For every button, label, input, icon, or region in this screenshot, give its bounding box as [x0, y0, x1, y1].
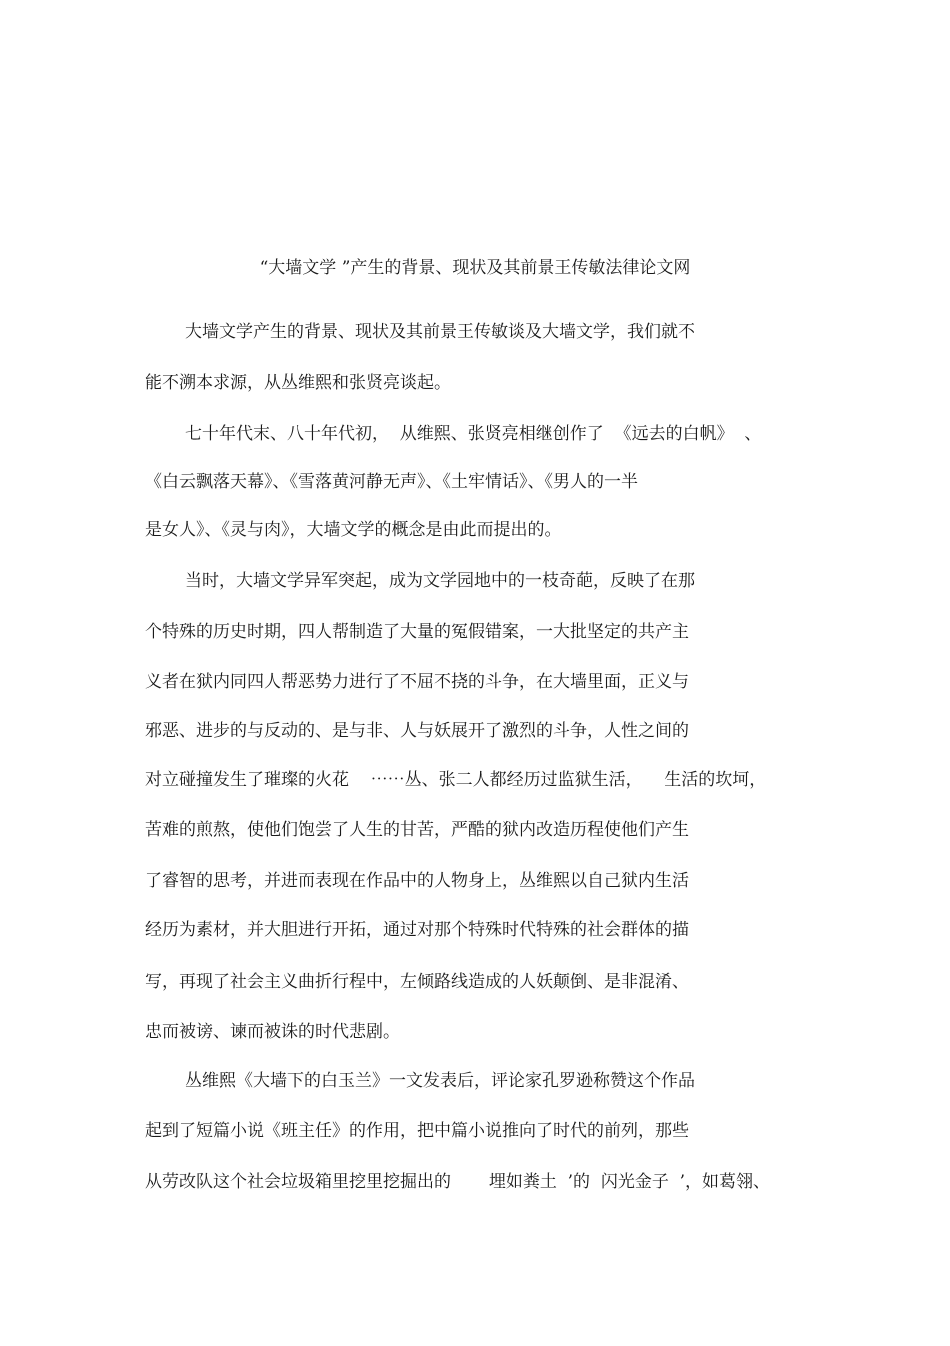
paragraph-line: 《白云飘落天幕》、《雪落黄河静无声》、《土牢情话》、《男人的一半	[145, 472, 638, 492]
paragraph-line: 能不溯本求源，从丛维熙和张贤亮谈起。	[145, 373, 451, 393]
paragraph-line: 当时，大墙文学异军突起，成为文学园地中的一枝奇葩，反映了在那	[185, 571, 695, 591]
paragraph-line: 是女人》、《灵与肉》，大墙文学的概念是由此而提出的。	[145, 520, 562, 540]
paragraph-line: 丛维熙《大墙下的白玉兰》一文发表后，评论家孔罗逊称赞这个作品	[185, 1071, 695, 1091]
paragraph-line: 义者在狱内同四人帮恶势力进行了不屈不挠的斗争，在大墙里面，正义与	[145, 672, 689, 692]
paragraph-line: 邪恶、进步的与反动的、是与非、人与妖展开了激烈的斗争，人性之间的	[145, 721, 689, 741]
paragraph-line: 经历为素材，并大胆进行开拓，通过对那个特殊时代特殊的社会群体的描	[145, 920, 689, 940]
paragraph-line: 对立碰撞发生了璀璨的火花 ⋯⋯丛、张二人都经历过监狱生活， 生活的坎坷，	[145, 770, 767, 790]
paragraph-line: 忠而被谤、谏而被诛的时代悲剧。	[145, 1022, 400, 1042]
paragraph-line: 了睿智的思考，并进而表现在作品中的人物身上，丛维熙以自己狱内生活	[145, 871, 689, 891]
paragraph-line: 写，再现了社会主义曲折行程中，左倾路线造成的人妖颠倒、是非混淆、	[145, 972, 689, 992]
paragraph-line: 大墙文学产生的背景、现状及其前景王传敏谈及大墙文学，我们就不	[185, 322, 695, 342]
paragraph-line: 个特殊的历史时期，四人帮制造了大量的冤假错案，一大批坚定的共产主	[145, 622, 689, 642]
paragraph-line: 苦难的煎熬，使他们饱尝了人生的甘苦，严酷的狱内改造历程使他们产生	[145, 820, 689, 840]
paragraph-line: 七十年代末、八十年代初， 从维熙、张贤亮相继创作了 《远去的白帆》 、	[185, 424, 762, 444]
document-title: “大墙文学 ”产生的背景、现状及其前景王传敏法律论文网	[259, 258, 691, 278]
paragraph-line: 从劳改队这个社会垃圾箱里挖里挖掘出的 埋如粪土 ’的 闪光金子 ’，如葛翎、	[145, 1172, 771, 1192]
paragraph-line: 起到了短篇小说《班主任》的作用，把中篇小说推向了时代的前列，那些	[145, 1121, 689, 1141]
